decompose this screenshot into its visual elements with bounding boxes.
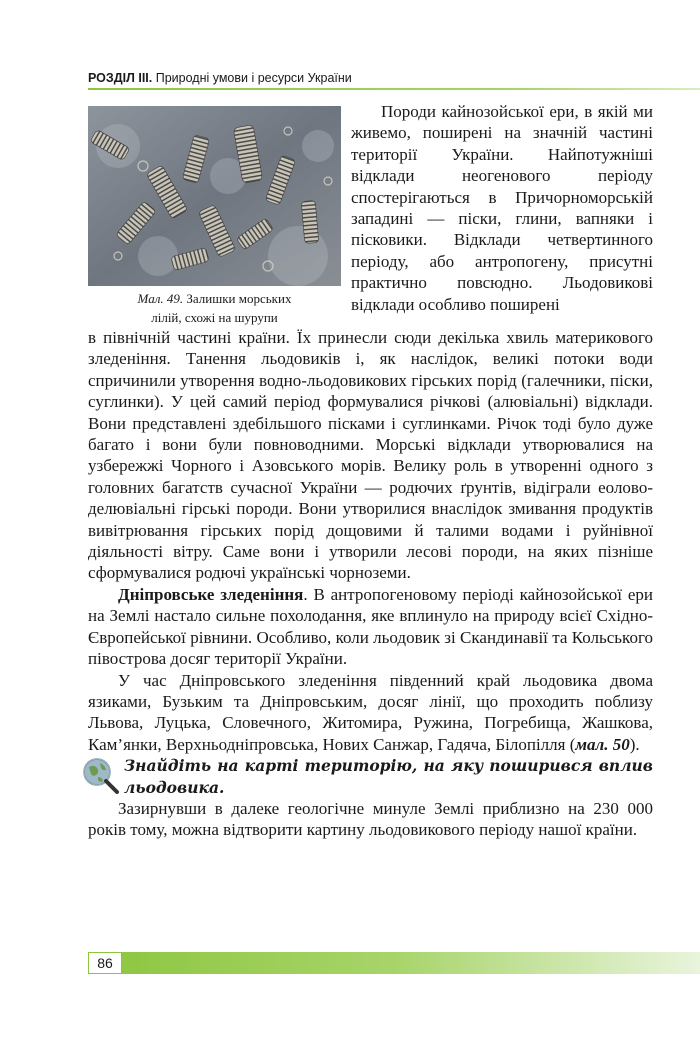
column-text (351, 101, 653, 315)
paragraph-conclusion: Зазирнувши в далеке геологічне минуле Землі приблизно на 230 000 років тому, можна відтворити картину льодовикового періоду нашої країни. (88, 798, 653, 840)
main-text (88, 327, 653, 841)
page-number: 86 (88, 952, 122, 974)
caption-line-1: Залишки морських (183, 291, 292, 306)
paragraph-body: . В антропогеновому періоді кайнозойської ери на Землі настало сильне похолодання, яке вплинуло на природу всієї Східно-Європейської рівнини. Особливо, коли льодовик зі Скандинавії та Кольського півострова досяг території України. (88, 584, 653, 669)
header-divider (88, 88, 700, 90)
section-label: РОЗДІЛ III. (88, 71, 153, 85)
paragraph-end: ). (629, 734, 640, 754)
caption-line-2: лілій, схожі на шурупи (151, 310, 278, 325)
section-title: Природні умови і ресурси України (152, 71, 352, 85)
figure-number: Мал. 49. (137, 291, 184, 306)
paragraph-glaciation-waves: в північній частині країни. Їх принесли сюди декілька хвиль материкового зледеніння. Танення льодовиків і, як наслідок, великі потоки води спричинили утворення водно-льодовикових гірських порід (галечники, піски, суглинки). У цей самий період формувалися річкові (алювіальні) відклади. Вони представлені здебільшого пісками і суглинками. Річок тоді було дуже багато і вони були повноводними. Морські відклади утворювалися на узбережжі Чорного і Азовського морів. Велику роль в утворенні одного з головних багатств сучасної України — родючих ґрунтів, відіграли еолово-делювіальні гірські породи. Вони утворилися внаслідок змивання продуктів вивітрювання гірських порід дощовими й талими водами і руйнівної діяльності вітру. Саме вони і утворили лесові породи, на яких пізніше сформувалися родючі українські чорноземи. (88, 328, 653, 583)
figure-reference: мал. 50 (575, 734, 630, 754)
paragraph-glacier-boundary (88, 670, 653, 756)
figure-caption (88, 289, 341, 327)
paragraph-dnipro-glaciation (88, 584, 653, 670)
task-block (88, 755, 653, 798)
paragraph-heading: Дніпровське зледеніння (118, 584, 304, 604)
footer-bar (88, 952, 700, 974)
paragraph-body: У час Дніпровського зледеніння південний край льодовика двома язиками, Бузьким та Дніпровським, досяг лінії, що проходить поблизу Львова, Луцька, Словечного, Житомира, Ружина, Погребища, Жашкова, Кам’янки, Верхньодніпровська, Нових Санжар, Гадяча, Білопілля ( (88, 670, 653, 754)
intro-paragraph: Породи кайнозойської ери, в якій ми живемо, поширені на значній частині території України. Найпотужніші відклади неогенового періоду спостерігаються в Причорноморській западині — піски, глини, вапняки і пісковики. Відклади четвертинного періоду, або антропогену, присутні практично повсюдно. Льодовикові відклади особливо поширені (351, 102, 653, 314)
task-text: Знайдіть на карті територію, на яку поширився вплив льодовика. (124, 756, 653, 797)
globe-magnifier-icon (80, 755, 122, 797)
fossil-photo (88, 106, 341, 286)
